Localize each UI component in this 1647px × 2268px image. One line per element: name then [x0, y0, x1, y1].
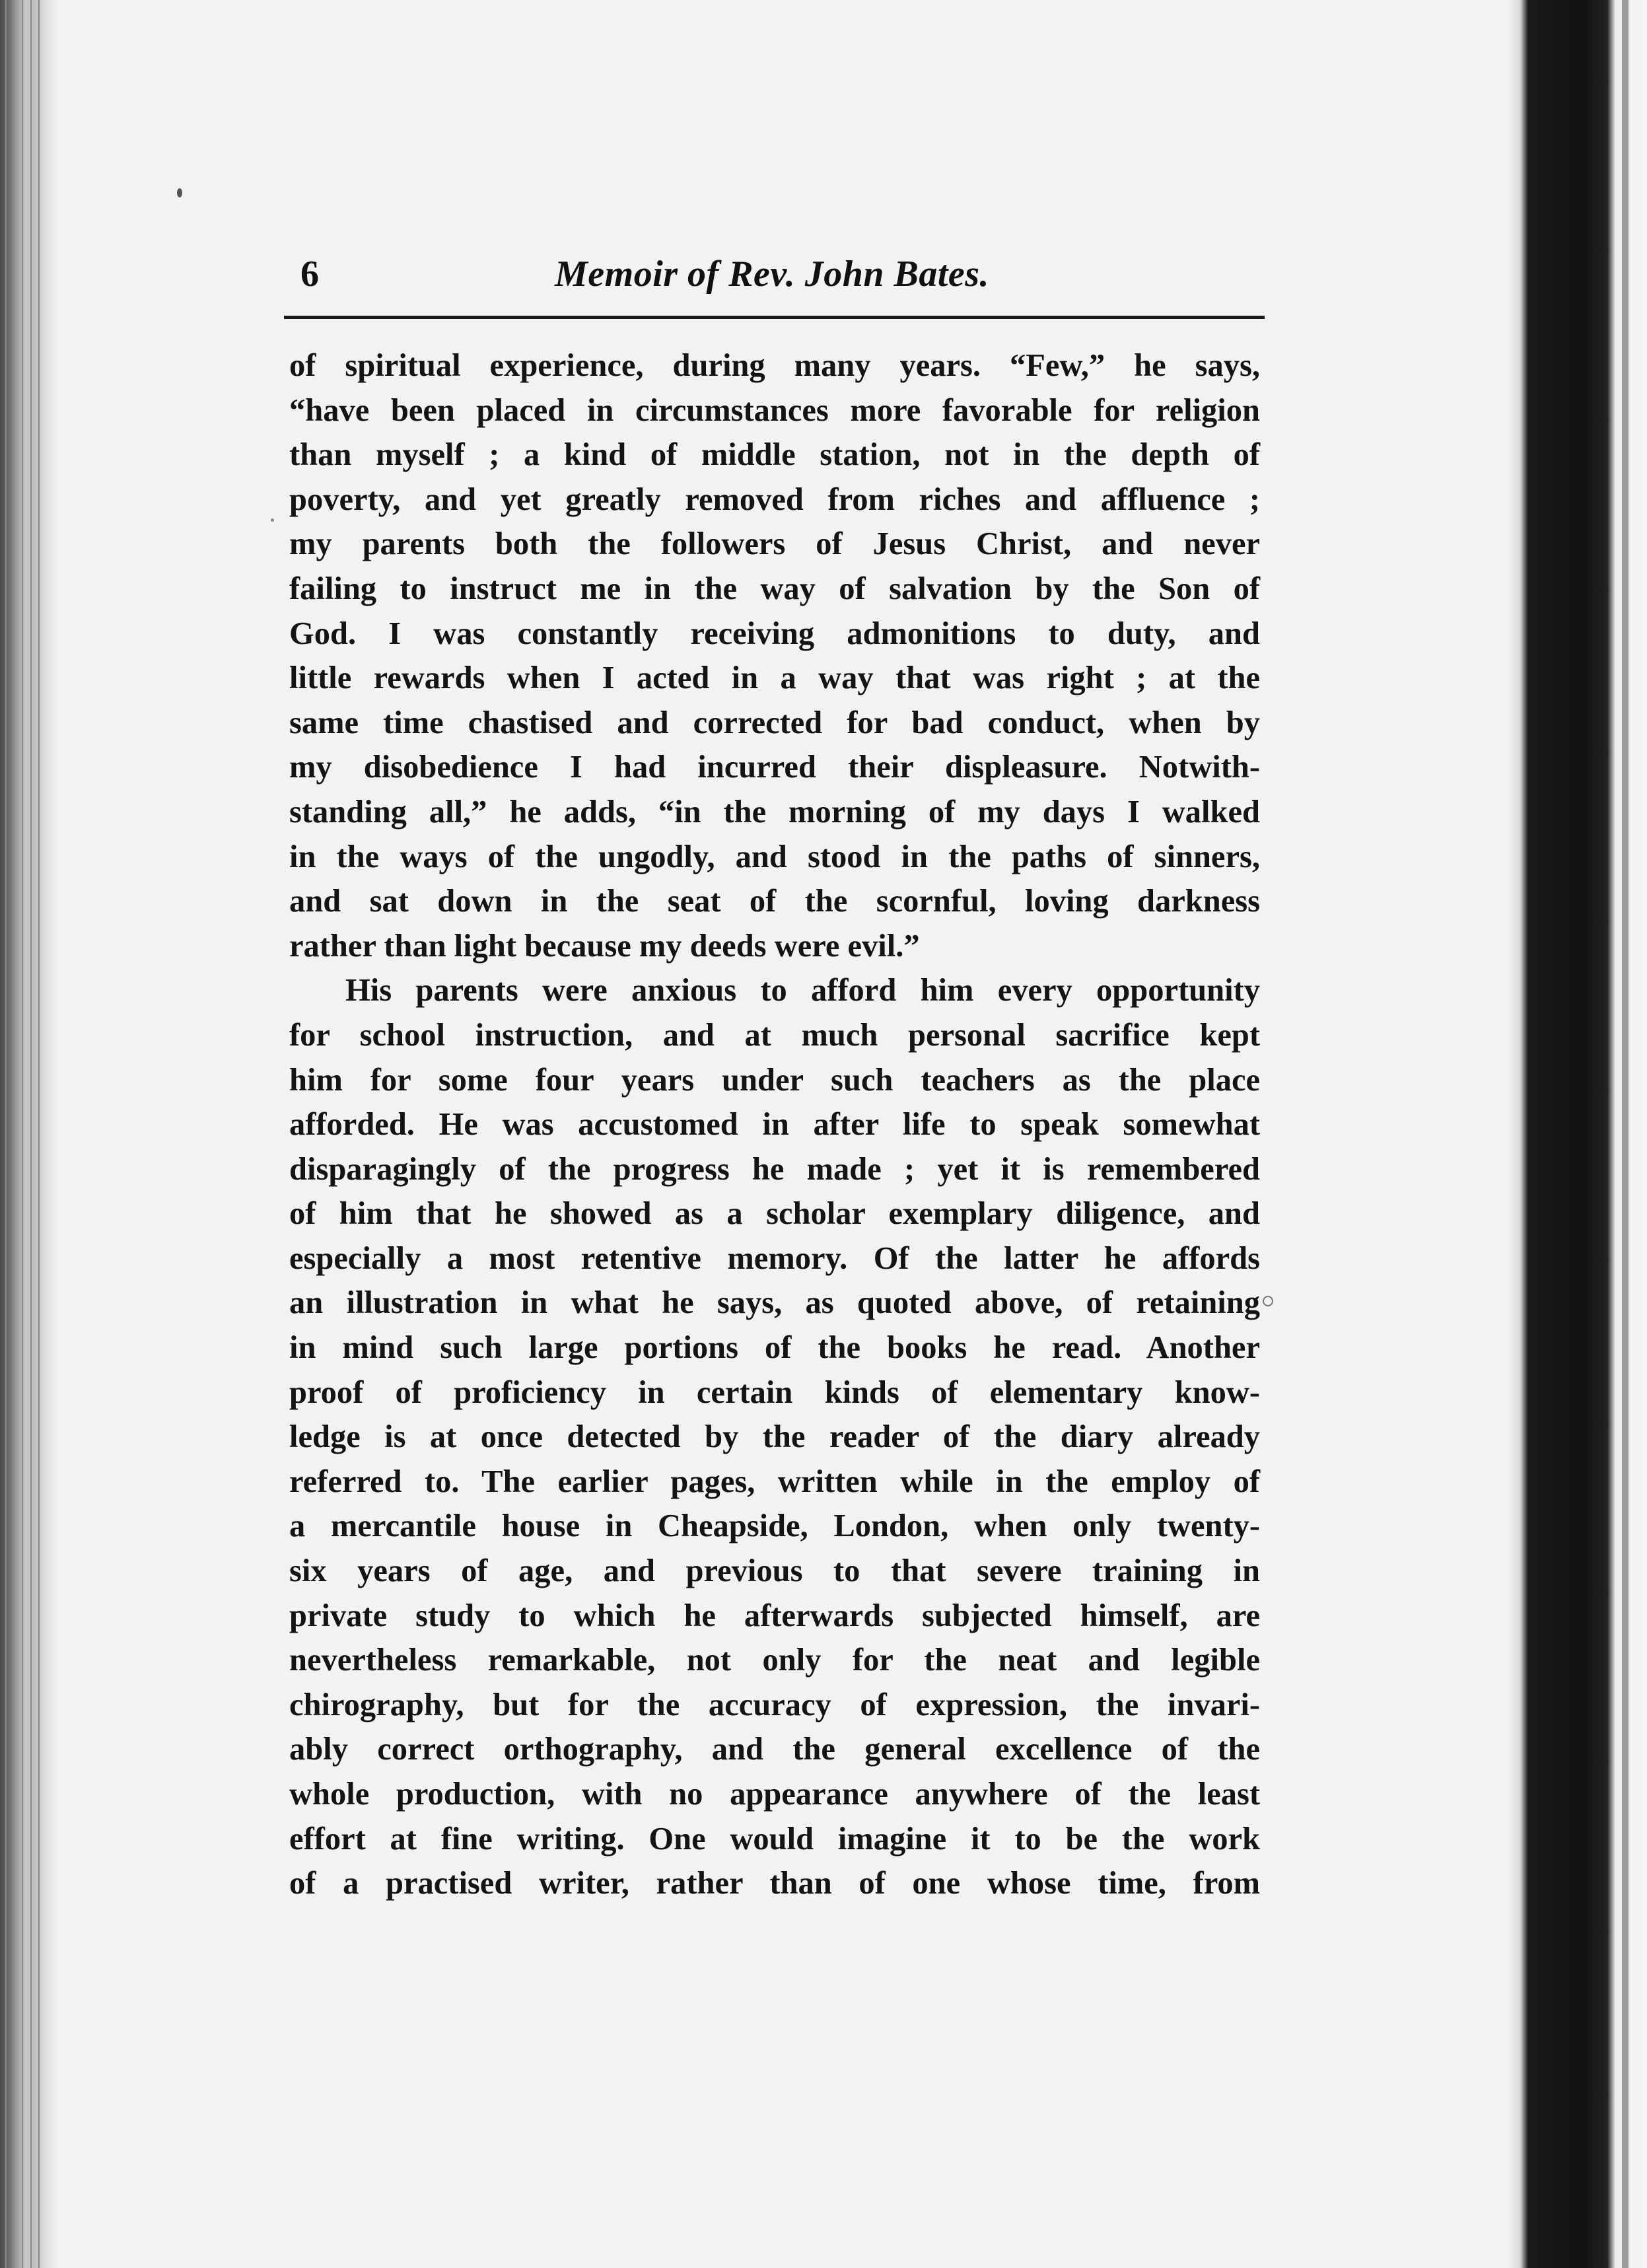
- text-line: whole production, with no appearance anywhere of the least: [289, 1777, 1260, 1812]
- text-line: an illustration in what he says, as quoted above, of retaining: [289, 1285, 1260, 1321]
- text-line: ledge is at once detected by the reader of the diary already: [289, 1419, 1260, 1455]
- page-number: 6: [300, 254, 319, 295]
- text-line: of a practised writer, rather than of one whose time, from: [289, 1866, 1260, 1901]
- text-line: nevertheless remarkable, not only for the neat and legible: [289, 1643, 1260, 1678]
- text-line: same time chastised and corrected for bad conduct, when by: [289, 705, 1260, 740]
- text-line: rather than light because my deeds were evil.”: [289, 928, 920, 964]
- text-line: in mind such large portions of the books he read. Another: [289, 1330, 1260, 1366]
- text-line: standing all,” he adds, “in the morning of my days I walked: [289, 794, 1260, 830]
- header-rule: [284, 316, 1265, 319]
- text-line: “have been placed in circumstances more favorable for religion: [289, 392, 1260, 428]
- text-line: of him that he showed as a scholar exemplary diligence, and: [289, 1196, 1260, 1232]
- running-head: Memoir of Rev. John Bates.: [555, 254, 990, 295]
- text-line: afforded. He was accustomed in after life to speak somewhat: [289, 1107, 1260, 1143]
- text-line: poverty, and yet greatly removed from riches and affluence ;: [289, 481, 1260, 517]
- text-line: a mercantile house in Cheapside, London, when only twenty-: [289, 1508, 1260, 1544]
- body-text: [289, 343, 1260, 1906]
- text-line: private study to which he afterwards subjected himself, are: [289, 1598, 1260, 1633]
- text-line: for school instruction, and at much personal sacrifice kept: [289, 1017, 1260, 1053]
- page-header: [300, 244, 1261, 304]
- text-line: effort at fine writing. One would imagine it to be the work: [289, 1821, 1260, 1857]
- text-line: especially a most retentive memory. Of the latter he affords: [289, 1240, 1260, 1276]
- text-line: His parents were anxious to afford him every opportunity: [345, 973, 1260, 1009]
- text-line: than myself ; a kind of middle station, not in the depth of: [289, 437, 1260, 473]
- text-line: of spiritual experience, during many years. “Few,” he says,: [289, 348, 1260, 383]
- text-line: God. I was constantly receiving admonitions to duty, and: [289, 616, 1260, 651]
- text-line: in the ways of the ungodly, and stood in the paths of sinners,: [289, 839, 1260, 874]
- text-line: ably correct orthography, and the general excellence of the: [289, 1732, 1260, 1767]
- text-line: chirography, but for the accuracy of expression, the invari-: [289, 1687, 1260, 1722]
- text-line: and sat down in the seat of the scornful, loving darkness: [289, 884, 1260, 919]
- text-line: little rewards when I acted in a way that was right ; at the: [289, 660, 1260, 696]
- text-line: my disobedience I had incurred their displeasure. Notwith-: [289, 750, 1260, 785]
- text-line: proof of proficiency in certain kinds of elementary know-: [289, 1374, 1260, 1410]
- text-line: six years of age, and previous to that severe training in: [289, 1553, 1260, 1589]
- text-line: him for some four years under such teachers as the place: [289, 1062, 1260, 1098]
- text-line: disparagingly of the progress he made ; yet it is remembered: [289, 1151, 1260, 1187]
- text-line: referred to. The earlier pages, written while in the employ of: [289, 1464, 1260, 1499]
- text-line: my parents both the followers of Jesus Christ, and never: [289, 526, 1260, 562]
- text-line: failing to instruct me in the way of salvation by the Son of: [289, 571, 1260, 606]
